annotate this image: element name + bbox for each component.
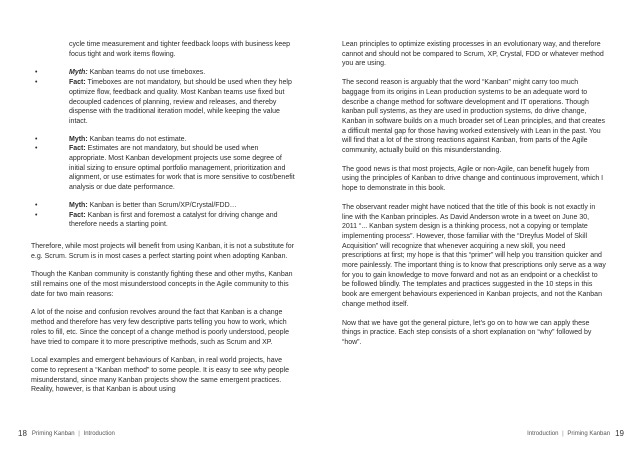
myth-fact-group [31, 201, 295, 230]
fact-text: Kanban is first and foremost a catalyst for driving change and therefore needs a starting point. [69, 211, 278, 229]
body-paragraph: Local examples and emergent behaviours of Kanban, in real world projects, have come to represent a “Kanban method” to some people. It is easy to see why people misunderstand, since many Kanban projects show the same emergent practices. Reality, however, is that Kanban is about using [31, 357, 289, 394]
body-paragraph: Therefore, while most projects will benefit from using Kanban, it is not a substitute for e.g. Scrum. Scrum is in most cases a perfect starting point when adopting Kanban. [31, 242, 295, 260]
footer-chapter: Introduction [527, 431, 559, 437]
myth-item [31, 201, 295, 211]
body-paragraph: Now that we have got the general picture, let’s go on to how we can apply these things in practice. Each step consists of a short explanation on “why” followed by “how”. [342, 319, 592, 346]
myth-item [31, 68, 295, 78]
fact-item [31, 211, 295, 230]
fact-label: Fact: [69, 145, 86, 153]
body-paragraph: The good news is that most projects, Agile or non-Agile, can benefit hugely from using the principles of Kanban to drive change and continuous improvement, which I hope to demonstrate in this book. [342, 165, 604, 193]
myth-label: Myth: [69, 69, 88, 77]
fact-label: Fact: [69, 79, 86, 87]
myth-text: Kanban is better than Scrum/XP/Crystal/FDD… [87, 201, 237, 209]
myth-item [31, 135, 295, 145]
body-paragraph: The second reason is arguably that the word “Kanban” might carry too much baggage from its origins in Lean production systems to be an adequate word to describe a change method for software development and IT operations. Though kanban pull systems, as they are used in production systems, do drive change, Kanban in software builds on a much broader set of Lean principles, and that creates a difficult mental gap for those having worked extensively with Lean in the past. You will find that a lot of the strong reactions against Kanban, from parts of the Agile community, actually build on this misunderstanding. [342, 79, 606, 155]
intro-continuation: cycle time measurement and tighter feedback loops with business keep focus tight and work items flowing. [69, 41, 291, 58]
myth-fact-group [31, 68, 295, 126]
fact-item [31, 144, 295, 193]
myth-label: Myth: [69, 135, 88, 143]
footer-book-title: Priming Kanban [567, 431, 611, 437]
myth-fact-group [31, 135, 295, 193]
footer-separator: | [562, 431, 564, 437]
right-page [319, 0, 638, 453]
footer-book-title: Priming Kanban [31, 431, 75, 437]
right-text-column [342, 40, 606, 357]
body-paragraph: The observant reader might have noticed that the title of this book is not exactly in line with the Kanban principles. As David Anderson wrote in a tweet on June 30, 2011 “... Kanban system design is a thinking process, not a copying or template implementing process”. However, those familiar with the “Dreyfus Model of Skill Acquisition” will recognize that whenever acquiring a new skill, you need prescriptions at first; my hope is that this “primer” will help you transition quicker and more painlessly. The important thing is to know that prescriptions only serve as a way for you to gain knowledge to move forward and not as an endpoint or a checklist to be followed blindly. The templates and practices suggested in the 10 steps in this book are emergent behaviours experienced in Kanban projects, and not the Kanban change method itself. [342, 203, 606, 308]
myth-text: Kanban teams do not estimate. [87, 135, 187, 143]
left-text-column [31, 40, 295, 404]
right-footer [527, 429, 624, 438]
fact-text: Estimates are not mandatory, but should be used when appropriate. Most Kanban development projects use some degree of initial sizing to ensure optimal portfolio management, prioritization and alignment, or use estimates for work that is more sensitive to cost/benefit analysis or due date performance. [69, 145, 295, 192]
footer-separator: | [78, 431, 80, 437]
myth-label: Myth: [69, 201, 88, 209]
body-paragraph: Though the Kanban community is constantly fighting these and other myths, Kanban still remains one of the most misunderstood concepts in the Agile community to this date for two main reasons: [31, 271, 293, 298]
footer-chapter: Introduction [83, 431, 115, 437]
left-footer [18, 429, 115, 438]
myth-text: Kanban teams do not use timeboxes. [87, 69, 206, 77]
body-paragraph: A lot of the noise and confusion revolves around the fact that Kanban is a change method and therefore has very few descriptive parts telling you how to work, which roles to fill, etc. Since the concept of a change method is poorly understood, people have tried to compare it to more prescriptive methods, such as Scrum and XP. [31, 309, 289, 346]
page-number: 19 [615, 429, 624, 438]
fact-label: Fact: [69, 211, 86, 219]
page-number: 18 [18, 429, 27, 438]
body-paragraph: Lean principles to optimize existing processes in an evolutionary way, and therefore cannot and should not be compared to Scrum, XP, Crystal, FDD or whatever method you are using. [342, 41, 604, 68]
fact-text: Timeboxes are not mandatory, but should be used when they help optimize flow, feedback and quality. Most Kanban teams use fixed but decoupled cadences of planning, review and releases, and thereby dispense with the traditional iteration model, while keeping the value intact. [69, 79, 292, 125]
fact-item [31, 78, 295, 127]
